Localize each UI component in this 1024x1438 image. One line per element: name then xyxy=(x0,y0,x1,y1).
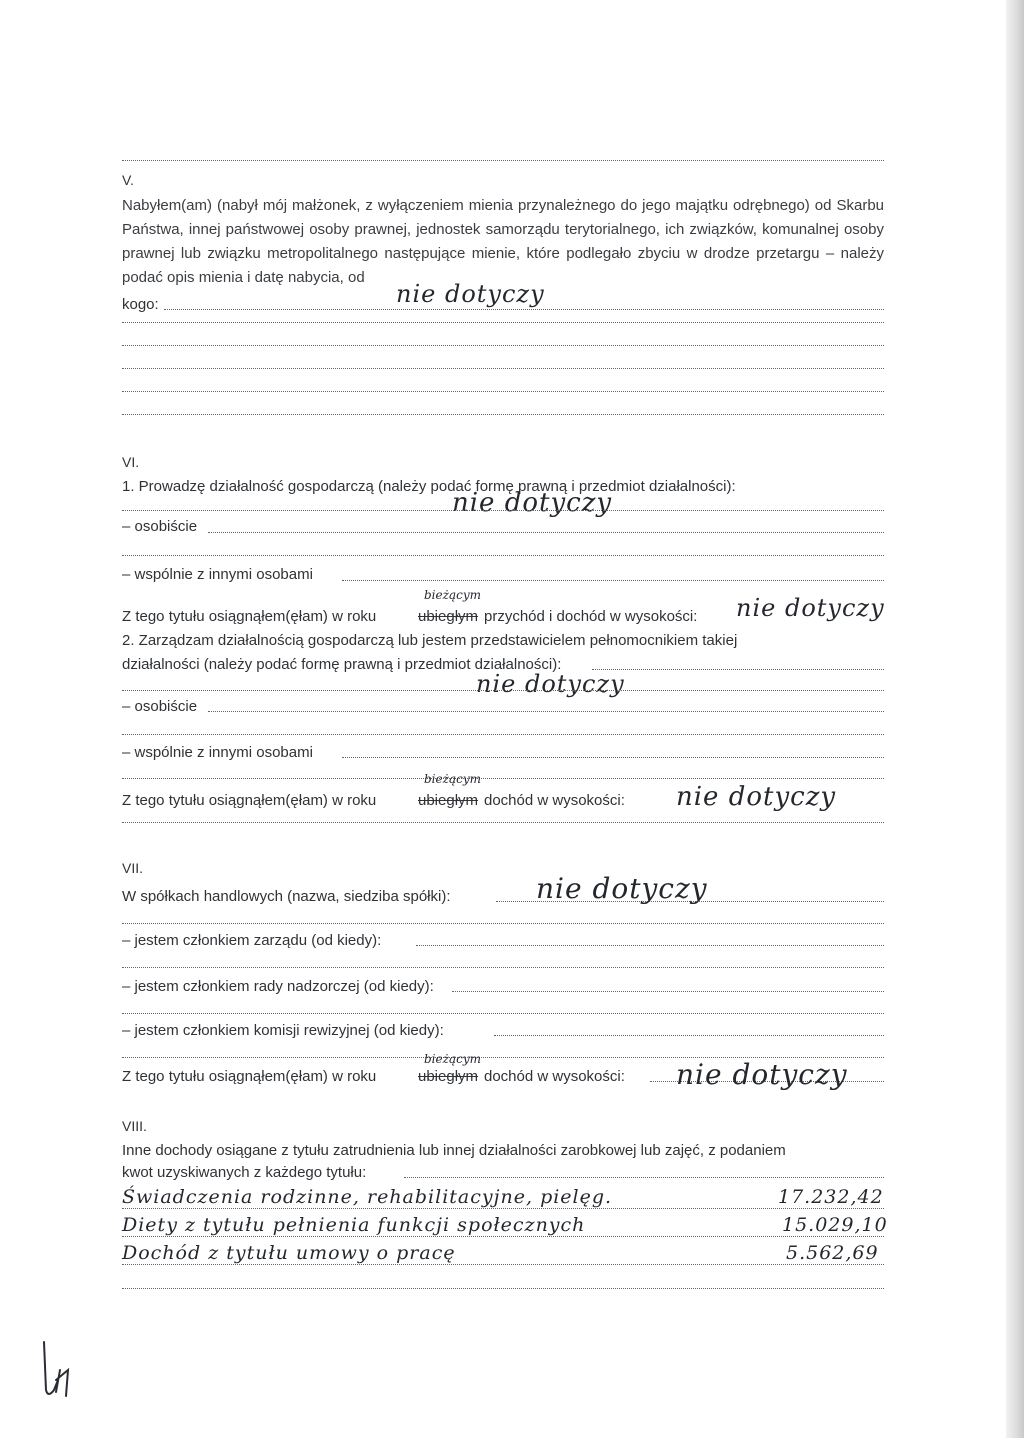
dotted-line xyxy=(122,322,884,323)
section-v-heading: V. xyxy=(122,172,134,188)
income-amount-2: 15.029,10 xyxy=(782,1214,888,1236)
initials-signature xyxy=(34,1340,94,1400)
dotted-line xyxy=(122,822,884,823)
vi-income2-prefix: Z tego tytułu osiągnąłem(ęłam) w roku xyxy=(122,792,377,809)
vi-wspolnie-label: – wspólnie z innymi osobami xyxy=(122,566,313,583)
vii-income-prefix: Z tego tytułu osiągnąłem(ęłam) w roku xyxy=(122,1068,377,1085)
section-viii-heading: VIII. xyxy=(122,1118,147,1134)
vii-supervisory-label: – jestem członkiem rady nadzorczej (od kiedy): xyxy=(122,978,434,995)
vi-income1-suffix: przychód i dochód w wysokości: xyxy=(484,608,698,625)
dotted-fill xyxy=(404,1177,884,1178)
vi-income1-correction: bieżącym xyxy=(424,588,481,602)
section-v-paragraph: Nabyłem(am) (nabył mój małżonek, z wyłączeniem mienia przynależnego do jego majątku odrębnego) od Skarbu Państwa, innej państwowej osoby prawnej, jednostek samorządu terytorialnego, ich związków, komunalnej osoby prawnej lub związku metropolitalnego następujące mienie, które podlegało zbyciu w drodze przetargu – należy podać opis mienia i datę nabycia, od xyxy=(122,197,884,286)
vii-income-struck: ubiegłym xyxy=(418,1068,479,1085)
dotted-line xyxy=(122,391,884,392)
vi-osobiscie-label-2: – osobiście xyxy=(122,698,198,715)
dotted-line xyxy=(122,967,884,968)
dotted-line xyxy=(122,923,884,924)
viii-line2: kwot uzyskiwanych z każdego tytułu: xyxy=(122,1164,367,1181)
vi-osobiscie-label: – osobiście xyxy=(122,518,198,535)
dotted-fill xyxy=(494,1035,884,1036)
dotted-fill xyxy=(208,711,884,712)
dotted-line xyxy=(122,368,884,369)
vii-audit-label: – jestem członkiem komisji rewizyjnej (od kiedy): xyxy=(122,1022,444,1039)
vi-income1-answer: nie dotyczy xyxy=(736,594,885,622)
section-vi-heading: VI. xyxy=(122,454,140,470)
dotted-fill xyxy=(416,945,884,946)
dotted-fill xyxy=(342,580,884,581)
vi-item2-line1: 2. Zarządzam działalnością gospodarczą lub jestem przedstawicielem pełnomocnikiem takiej xyxy=(122,632,738,649)
kogo-answer: nie dotyczy xyxy=(396,280,545,308)
vi-income1-prefix: Z tego tytułu osiągnąłem(ęłam) w roku xyxy=(122,608,377,625)
vi-income2-struck: ubiegłym xyxy=(418,792,479,809)
dotted-fill xyxy=(592,669,884,670)
dotted-line xyxy=(122,1236,884,1237)
dotted-line xyxy=(122,160,884,161)
vi-wspolnie-label-2: – wspólnie z innymi osobami xyxy=(122,744,313,761)
dotted-line xyxy=(122,510,884,511)
vi-item2-answer: nie dotyczy xyxy=(476,670,625,698)
vi-income2-suffix: dochód w wysokości: xyxy=(484,792,625,809)
dotted-line xyxy=(122,778,884,779)
kogo-label: kogo: xyxy=(122,296,159,313)
scan-edge xyxy=(1006,0,1024,1438)
income-amount-1: 17.232,42 xyxy=(778,1186,884,1208)
vi-income2-answer: nie dotyczy xyxy=(676,782,837,812)
vi-item1-answer: nie dotyczy xyxy=(452,488,613,518)
dotted-line xyxy=(122,690,884,691)
dotted-line xyxy=(122,1208,884,1209)
section-vii-heading: VII. xyxy=(122,860,144,876)
dotted-line xyxy=(122,734,884,735)
viii-line1: Inne dochody osiągane z tytułu zatrudnienia lub innej działalności zarobkowej lub zajęć, z podaniem xyxy=(122,1142,786,1159)
dotted-line xyxy=(122,1288,884,1289)
vii-board-label: – jestem członkiem zarządu (od kiedy): xyxy=(122,932,382,949)
vii-income-correction: bieżącym xyxy=(424,1052,481,1066)
dotted-fill xyxy=(452,991,884,992)
dotted-line xyxy=(122,414,884,415)
vii-income-suffix: dochód w wysokości: xyxy=(484,1068,625,1085)
dotted-fill xyxy=(208,532,884,533)
income-desc-2: Diety z tytułu pełnienia funkcji społecznych xyxy=(122,1214,586,1236)
vii-companies-answer: nie dotyczy xyxy=(536,872,708,905)
dotted-line xyxy=(122,555,884,556)
dotted-line xyxy=(122,1264,884,1265)
vi-income2-correction: bieżącym xyxy=(424,772,481,786)
vi-item1-text: 1. Prowadzę działalność gospodarczą (należy podać formę prawną i przedmiot działalności): xyxy=(122,478,736,495)
vii-income-answer: nie dotyczy xyxy=(676,1058,848,1091)
vi-item2-line2: działalności (należy podać formę prawną i przedmiot działalności): xyxy=(122,656,562,673)
vi-income1-struck: ubiegłym xyxy=(418,608,479,625)
dotted-line xyxy=(122,345,884,346)
income-desc-1: Świadczenia rodzinne, rehabilitacyjne, pielęg. xyxy=(122,1186,613,1208)
dotted-line xyxy=(122,1013,884,1014)
dotted-fill xyxy=(342,757,884,758)
vii-companies-label: W spółkach handlowych (nazwa, siedziba spółki): xyxy=(122,888,451,905)
dotted-fill xyxy=(164,309,884,310)
income-desc-3: Dochód z tytułu umowy o pracę xyxy=(122,1242,456,1264)
income-amount-3: 5.562,69 xyxy=(786,1242,879,1264)
